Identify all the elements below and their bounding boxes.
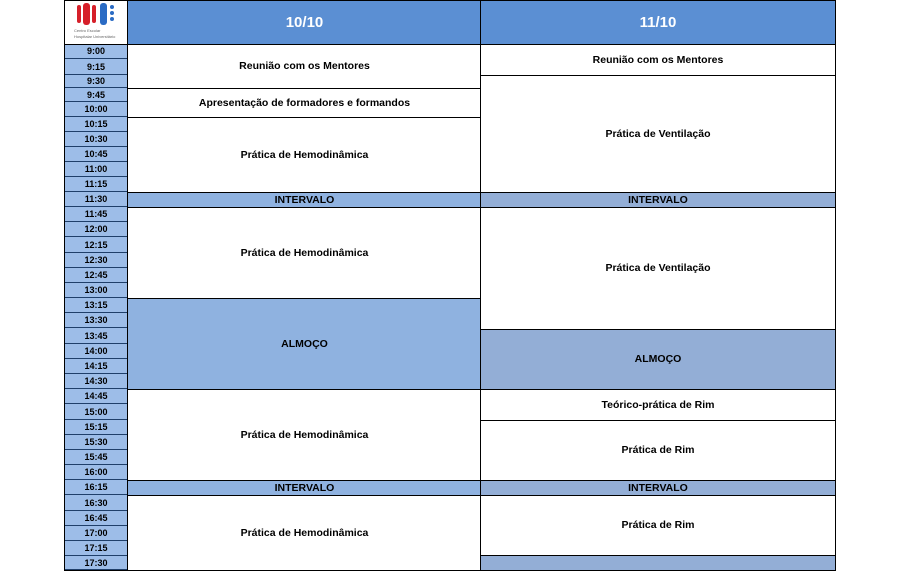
- time-slot: 14:00: [64, 344, 128, 359]
- time-slot: 10:30: [64, 132, 128, 147]
- day1-intervalo-1: INTERVALO: [128, 192, 481, 207]
- day2-ventilacao-2: Prática de Ventilação: [481, 207, 835, 329]
- time-slot: 15:30: [64, 435, 128, 450]
- grid-line: [835, 0, 836, 571]
- time-slot: 12:45: [64, 268, 128, 283]
- time-slot: 13:15: [64, 298, 128, 313]
- day-header-2: 11/10: [481, 1, 835, 44]
- logo-caption-2: Hospitalar Universitário: [74, 34, 116, 39]
- day1-hemodinamica-4: Prática de Hemodinâmica: [128, 495, 481, 570]
- grid-line: [64, 0, 65, 571]
- grid-line: [481, 495, 835, 496]
- time-slot: 10:00: [64, 102, 128, 117]
- time-slot: 14:15: [64, 359, 128, 374]
- day1-reuniao: Reunião com os Mentores: [128, 44, 481, 88]
- grid-line: [127, 0, 128, 571]
- time-slot: 16:00: [64, 465, 128, 480]
- day2-empty-end: [481, 555, 835, 570]
- time-slot: 15:00: [64, 404, 128, 420]
- time-slot: 11:30: [64, 192, 128, 207]
- time-slot: 17:15: [64, 541, 128, 556]
- time-slot: 17:30: [64, 556, 128, 570]
- day2-teorico-rim: Teórico-prática de Rim: [481, 389, 835, 420]
- grid-line: [64, 44, 836, 45]
- grid-line: [128, 88, 481, 89]
- time-slot: 11:00: [64, 162, 128, 177]
- day-header-1: 10/10: [128, 1, 481, 44]
- day2-almoco: ALMOÇO: [481, 329, 835, 389]
- time-slot: 13:00: [64, 283, 128, 298]
- logo-caption-1: Centro Escolar: [74, 28, 101, 33]
- grid-line: [480, 0, 481, 571]
- grid-line: [128, 480, 481, 481]
- grid-line: [128, 117, 481, 118]
- day1-almoco: ALMOÇO: [128, 298, 481, 389]
- day2-pratica-rim-1: Prática de Rim: [481, 420, 835, 480]
- day2-reuniao: Reunião com os Mentores: [481, 44, 835, 75]
- grid-line: [481, 480, 835, 481]
- day1-intervalo-2: INTERVALO: [128, 480, 481, 495]
- time-slot: 13:45: [64, 328, 128, 344]
- grid-line: [128, 192, 481, 193]
- time-slot: 10:45: [64, 147, 128, 162]
- time-slot: 9:15: [64, 59, 128, 75]
- grid-line: [128, 389, 481, 390]
- time-slot: 14:45: [64, 389, 128, 404]
- time-slot: 9:30: [64, 75, 128, 88]
- time-slot: 12:00: [64, 222, 128, 237]
- time-slot: 16:45: [64, 511, 128, 526]
- time-slot: 11:15: [64, 177, 128, 192]
- grid-line: [481, 207, 835, 208]
- grid-line: [481, 75, 835, 76]
- time-slot: 15:15: [64, 420, 128, 435]
- grid-line: [481, 389, 835, 390]
- day2-pratica-rim-2: Prática de Rim: [481, 495, 835, 555]
- day1-hemodinamica-3: Prática de Hemodinâmica: [128, 389, 481, 480]
- time-slot: 9:00: [64, 44, 128, 59]
- grid-line: [481, 420, 835, 421]
- time-slot: 14:30: [64, 374, 128, 389]
- grid-line: [128, 207, 481, 208]
- time-slot: 13:30: [64, 313, 128, 328]
- grid-line: [128, 298, 481, 299]
- time-slot: 9:45: [64, 88, 128, 102]
- time-slot: 15:45: [64, 450, 128, 465]
- time-slot: 16:30: [64, 495, 128, 511]
- logo-cell: [64, 1, 128, 44]
- day1-hemodinamica-1: Prática de Hemodinâmica: [128, 117, 481, 192]
- grid-line: [481, 329, 835, 330]
- day2-ventilacao-1: Prática de Ventilação: [481, 75, 835, 192]
- time-slot: 11:45: [64, 207, 128, 222]
- day1-apresentacao: Apresentação de formadores e formandos: [128, 88, 481, 117]
- grid-line: [481, 192, 835, 193]
- time-slot: 12:30: [64, 253, 128, 268]
- day1-hemodinamica-2: Prática de Hemodinâmica: [128, 207, 481, 298]
- day2-intervalo-2: INTERVALO: [481, 480, 835, 495]
- time-slot: 10:15: [64, 117, 128, 132]
- grid-line: [481, 555, 835, 556]
- time-slot: 12:15: [64, 237, 128, 253]
- grid-line: [64, 0, 836, 1]
- day2-intervalo-1: INTERVALO: [481, 192, 835, 207]
- grid-line: [128, 495, 481, 496]
- time-slot: 16:15: [64, 480, 128, 495]
- time-slot: 17:00: [64, 526, 128, 541]
